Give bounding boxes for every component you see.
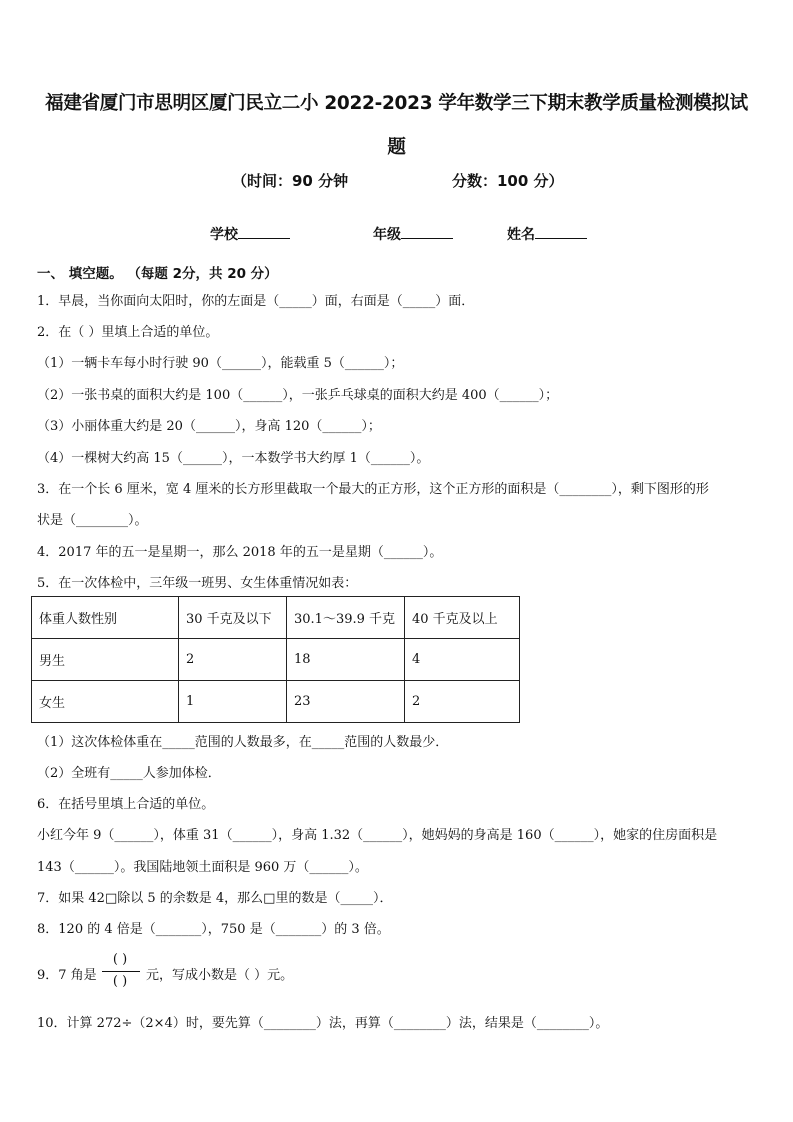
- grade-field[interactable]: 年级: [373, 224, 453, 244]
- table-cell: 18: [287, 639, 405, 681]
- weight-table: [31, 596, 520, 723]
- table-cell: 女生: [32, 681, 179, 723]
- school-field[interactable]: 学校: [210, 224, 290, 244]
- exam-title: [30, 82, 763, 170]
- exam-title-line2: 题: [387, 137, 406, 158]
- table-header-row: [32, 597, 520, 639]
- fraction-blank[interactable]: [100, 948, 140, 994]
- question-5-2: （2）全班有_____人参加体检．: [37, 766, 221, 781]
- fraction-bar: [102, 971, 140, 972]
- question-5: 5．在一次体检中，三年级一班男、女生体重情况如表：: [37, 576, 358, 591]
- question-2-4: （4）一棵树大约高 15（______），一本数学书大约厚 1（______）。: [37, 451, 430, 466]
- question-7: 7．如果 42□除以 5 的余数是 4，那么□里的数是（_____）．: [37, 891, 393, 906]
- table-row: [32, 681, 520, 723]
- question-3-line2: 状是（________）。: [37, 513, 148, 528]
- question-2-3: （3）小丽体重大约是 20（______），身高 120（______）；: [37, 419, 381, 434]
- question-2-2: （2）一张书桌的面积大约是 100（______），一张乒乓球桌的面积大约是 400（______）；: [37, 388, 559, 403]
- time-limit: （时间：90 分钟: [232, 172, 349, 190]
- question-4: 4．2017 年的五一是星期一，那么 2018 年的五一是星期（______）。: [37, 545, 443, 560]
- question-8: 8．120 的 4 倍是（_______），750 是（_______）的 3 倍。: [37, 922, 390, 937]
- section-heading: 一、 填空题。 （每题 2分，共 20 分）: [37, 266, 278, 282]
- table-header-cell: 30.1～39.9 千克: [287, 597, 405, 639]
- fraction-numerator: ( ): [112, 952, 128, 967]
- question-1: 1．早晨，当你面向太阳时，你的左面是（_____）面，右面是（_____）面．: [37, 294, 475, 309]
- table-cell: 23: [287, 681, 405, 723]
- question-6: 6．在括号里填上合适的单位。: [37, 797, 215, 812]
- table-header-cell: 体重人数性别: [32, 597, 179, 639]
- table-cell: 2: [405, 681, 520, 723]
- question-2: 2．在（ ）里填上合适的单位。: [37, 325, 219, 340]
- question-6-line1: 小红今年 9（______），体重 31（______），身高 1.32（______），她妈妈的身高是 160（______），她家的住房面积是: [37, 828, 718, 843]
- question-10: 10．计算 272÷（2×4）时，要先算（________）法，再算（________）法，结果是（________）。: [37, 1016, 609, 1031]
- fraction-denominator: ( ): [112, 974, 128, 989]
- table-row: [32, 639, 520, 681]
- table-header-cell: 40 千克及以上: [405, 597, 520, 639]
- question-5-1: （1）这次体检体重在_____范围的人数最多，在_____范围的人数最少．: [37, 735, 449, 750]
- question-9-suffix: 元，写成小数是（ ）元。: [146, 968, 294, 983]
- table-cell: 4: [405, 639, 520, 681]
- question-9-prefix: 9．7 角是: [37, 968, 97, 983]
- table-cell: 男生: [32, 639, 179, 681]
- question-2-1: （1）一辆卡车每小时行驶 90（______），能载重 5（______）；: [37, 356, 404, 371]
- name-field[interactable]: 姓名: [507, 224, 587, 244]
- table-header-cell: 30 千克及以下: [179, 597, 287, 639]
- exam-title-line1: 福建省厦门市思明区厦门民立二小 2022-2023 学年数学三下期末教学质量检测模拟试: [45, 93, 748, 114]
- table-cell: 2: [179, 639, 287, 681]
- question-3-line1: 3．在一个长 6 厘米，宽 4 厘米的长方形里截取一个最大的正方形，这个正方形的面积是（________），剩下图形的形: [37, 482, 709, 497]
- total-score: 分数：100 分）: [452, 172, 564, 190]
- question-6-line2: 143（______）。我国陆地领土面积是 960 万（______）。: [37, 860, 368, 875]
- table-cell: 1: [179, 681, 287, 723]
